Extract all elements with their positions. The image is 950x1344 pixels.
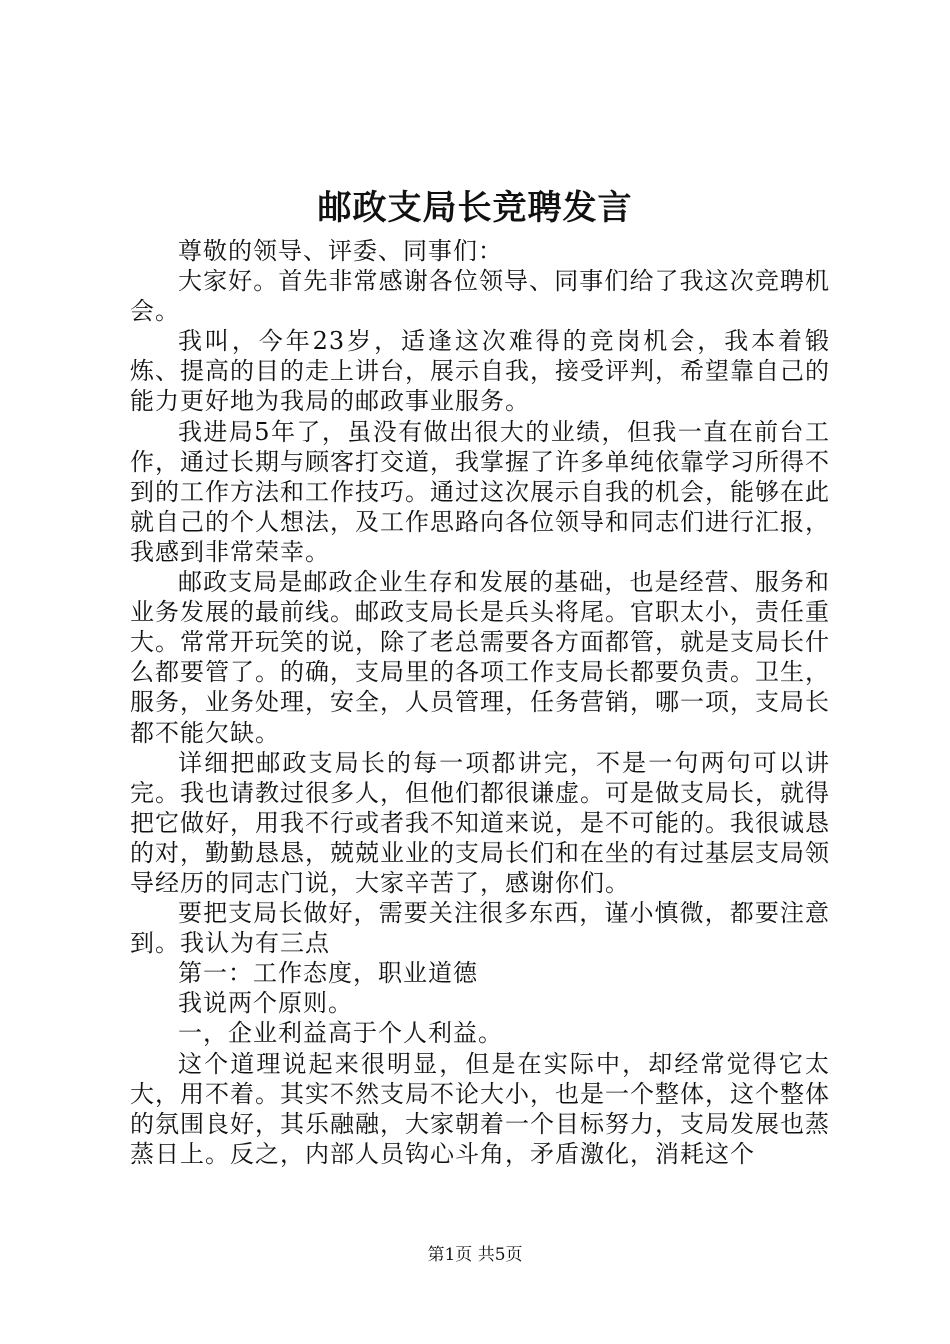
page-number-footer: 第1页 共5页 bbox=[427, 1245, 523, 1265]
paragraph: 大家好。首先非常感谢各位领导、同事们给了我这次竞聘机会。 bbox=[130, 267, 830, 326]
paragraph: 详细把邮政支局长的每一项都讲完，不是一句两句可以讲完。我也请教过很多人，但他们都很谦虚。可是做支局长，就得把它做好，用我不行或者我不知道来说，是不可能的。我很诚恳的对，勤勤恳恳，兢兢业业的支局长们和在坐的有过基层支局领导经历的同志门说，大家辛苦了，感谢你们。 bbox=[130, 748, 830, 897]
paragraph: 一，企业利益高于个人利益。 bbox=[178, 1019, 503, 1048]
paragraph: 邮政支局是邮政企业生存和发展的基础，也是经营、服务和业务发展的最前线。邮政支局长是兵头将尾。官职太小，责任重大。常常开玩笑的说，除了老总需要各方面都管，就是支局长什么都要管了。的确，支局里的各项工作支局长都要负责。卫生，服务，业务处理，安全，人员管理，任务营销，哪一项，支局长都不能欠缺。 bbox=[130, 568, 830, 747]
document-title: 邮政支局长竞聘发言 bbox=[317, 188, 633, 228]
paragraph: 第一：工作态度，职业道德 bbox=[178, 959, 478, 988]
paragraph: 我进局5年了，虽没有做出很大的业绩，但我一直在前台工作，通过长期与顾客打交道，我掌握了许多单纯依靠学习所得不到的工作方法和工作技巧。通过这次展示自我的机会，能够在此就自己的个人想法，及工作思路向各位领导和同志们进行汇报，我感到非常荣幸。 bbox=[130, 417, 830, 566]
paragraph: 要把支局长做好，需要关注很多东西，谨小慎微，都要注意到。我认为有三点 bbox=[130, 899, 830, 958]
document-body bbox=[130, 236, 830, 1169]
paragraph: 我说两个原则。 bbox=[178, 989, 353, 1018]
paragraph: 尊敬的领导、评委、同事们： bbox=[178, 237, 503, 265]
paragraph: 这个道理说起来很明显，但是在实际中，却经常觉得它太大，用不着。其实不然支局不论大小，也是一个整体，这个整体的氛围良好，其乐融融，大家朝着一个目标努力，支局发展也蒸蒸日上。反之，内部人员钩心斗角，矛盾激化，消耗这个 bbox=[130, 1049, 830, 1168]
paragraph: 我叫，今年23岁，适逢这次难得的竞岗机会，我本着锻炼、提高的目的走上讲台，展示自我，接受评判，希望靠自己的能力更好地为我局的邮政事业服务。 bbox=[130, 327, 830, 416]
